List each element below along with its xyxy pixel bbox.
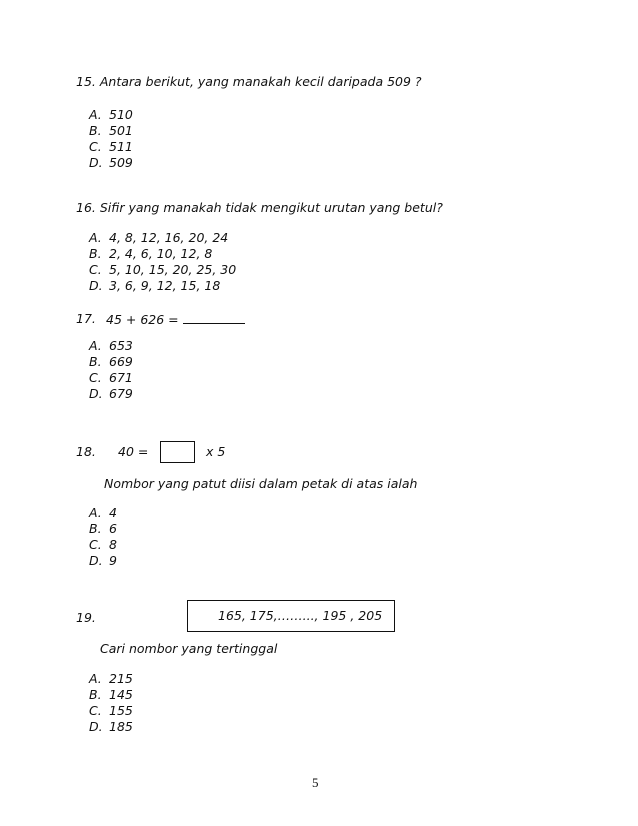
q18-instruction: Nombor yang patut diisi dalam petak di atas ialah	[104, 476, 418, 491]
q16-option-b: B. 2, 4, 6, 10, 12, 8	[89, 246, 213, 261]
q17-option-b: B. 669	[89, 354, 133, 369]
q19-option-a: A. 215	[89, 671, 133, 686]
q18-option-b: B. 6	[89, 521, 117, 536]
q19-number: 19.	[76, 610, 96, 625]
q15-question: 15. Antara berikut, yang manakah kecil daripada 509 ?	[76, 74, 422, 89]
q19-option-c: C. 155	[89, 703, 133, 718]
q18-right-side: x 5	[206, 444, 226, 459]
page-number: 5	[312, 775, 319, 790]
q18-answer-box	[160, 441, 195, 463]
q19-option-b: B. 145	[89, 687, 133, 702]
q18-option-a: A. 4	[89, 505, 117, 520]
q17-option-c: C. 671	[89, 370, 133, 385]
q15-option-a: A. 510	[89, 107, 133, 122]
q16-question: 16. Sifir yang manakah tidak mengikut urutan yang betul?	[76, 200, 443, 215]
q17-number: 17.	[76, 311, 96, 326]
q15-option-b: B. 501	[89, 123, 133, 138]
q17-option-d: D. 679	[89, 386, 133, 401]
q17-expression: 45 + 626 =	[106, 311, 245, 328]
q15-option-d: D. 509	[89, 155, 133, 170]
q18-option-c: C. 8	[89, 537, 117, 552]
q19-sequence-box	[187, 600, 395, 632]
q18-number: 18.	[76, 444, 96, 459]
q17-option-a: A. 653	[89, 338, 133, 353]
q19-option-d: D. 185	[89, 719, 133, 734]
q15-option-c: C. 511	[89, 139, 133, 154]
q18-option-d: D. 9	[89, 553, 117, 568]
q17-answer-blank	[183, 311, 245, 324]
q16-option-d: D. 3, 6, 9, 12, 15, 18	[89, 278, 221, 293]
q16-option-c: C. 5, 10, 15, 20, 25, 30	[89, 262, 237, 277]
q19-instruction: Cari nombor yang tertinggal	[100, 641, 278, 656]
q19-sequence: 165, 175,……..., 195 , 205	[218, 608, 383, 623]
q16-option-a: A. 4, 8, 12, 16, 20, 24	[89, 230, 229, 245]
q18-left-side: 40 =	[118, 444, 149, 459]
